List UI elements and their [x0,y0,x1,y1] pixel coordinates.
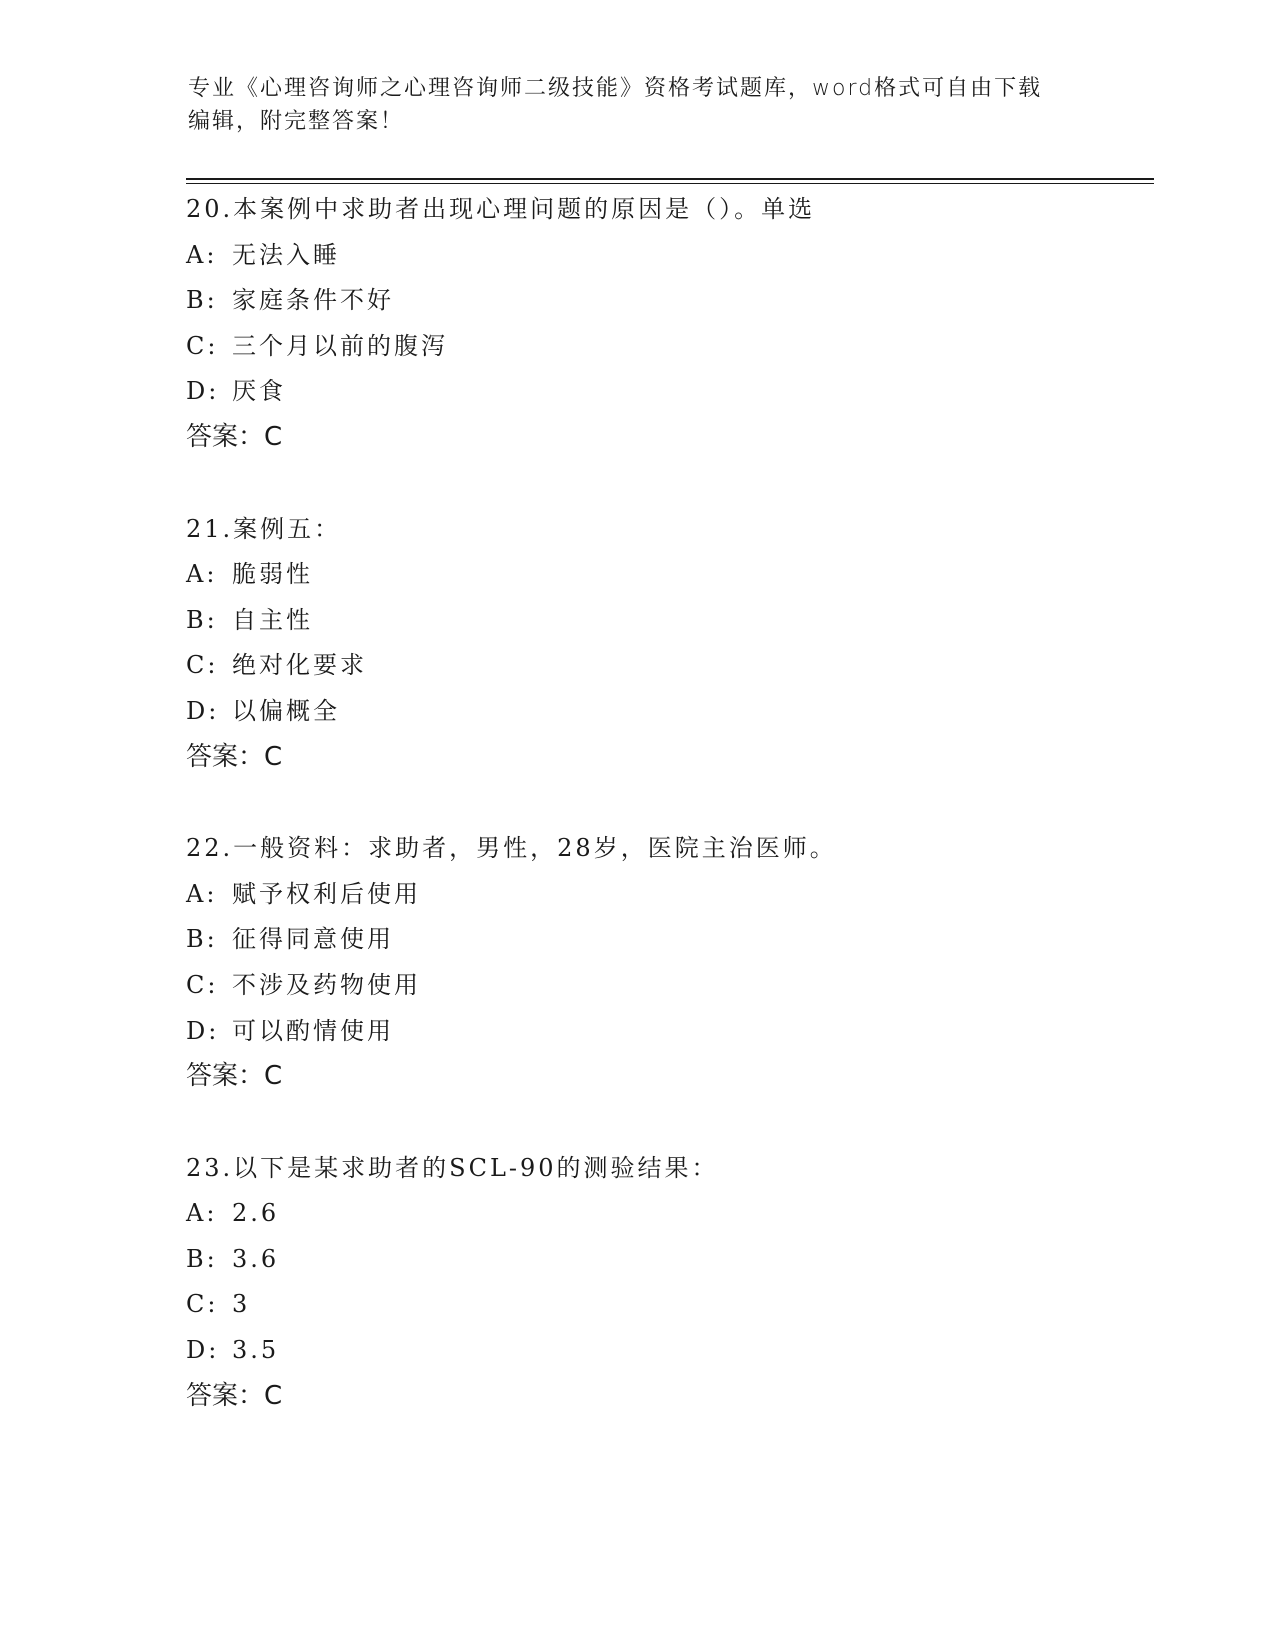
option-key: A: [186,240,218,269]
option-text: 3 [232,1290,251,1319]
option-key: D: [186,377,220,406]
answer-label: 答案：C [186,741,283,772]
option-c [186,1282,1146,1328]
header-line-2: 编辑，附完整答案！ [188,109,405,134]
option-key: A: [186,879,218,908]
option-key: D: [186,1336,220,1365]
question-stem: 21.案例五： [186,514,342,543]
option-a [186,1191,1146,1237]
option-a [186,872,1146,918]
option-key: C: [186,970,219,999]
option-b [186,917,1146,963]
option-key: C: [186,331,219,360]
option-text: 征得同意使用 [232,925,394,954]
option-text: 脆弱性 [232,560,313,589]
option-text: 不涉及药物使用 [232,970,421,999]
option-key: A: [186,1199,218,1228]
option-d [186,1009,1146,1055]
option-key: C: [186,651,219,680]
option-key: A: [186,560,218,589]
answer-label: 答案：C [186,1061,283,1092]
option-d [186,689,1146,735]
question-list [186,187,1146,1465]
option-text: 2.6 [232,1199,280,1228]
option-b [186,278,1146,324]
option-text: 厌食 [232,377,286,406]
option-b [186,598,1146,644]
option-key: B: [186,286,218,315]
question-item [186,187,1146,461]
option-text: 绝对化要求 [232,651,367,680]
option-text: 三个月以前的腹泻 [232,331,448,360]
option-key: D: [186,696,220,725]
option-text: 可以酌情使用 [232,1016,394,1045]
option-key: B: [186,605,218,634]
header-divider-thin [186,183,1154,184]
answer-label: 答案：C [186,421,283,452]
option-text: 无法入睡 [232,240,340,269]
option-text: 家庭条件不好 [232,286,394,315]
option-text: 赋予权利后使用 [232,879,421,908]
option-c [186,963,1146,1009]
option-text: 3.5 [232,1336,280,1365]
header-divider-thick [186,178,1154,180]
answer-label: 答案：C [186,1380,283,1411]
question-item [186,507,1146,781]
option-text: 自主性 [232,605,313,634]
option-key: B: [186,1244,218,1273]
question-item [186,826,1146,1100]
option-key: D: [186,1016,220,1045]
option-b [186,1237,1146,1283]
option-c [186,643,1146,689]
option-d [186,369,1146,415]
document-header [188,72,1088,138]
option-text: 3.6 [232,1244,280,1273]
option-a [186,552,1146,598]
option-key: C: [186,1290,219,1319]
header-line-1: 专业《心理咨询师之心理咨询师二级技能》资格考试题库，word格式可自由下载 [188,76,1043,101]
option-d [186,1328,1146,1374]
question-stem: 23.以下是某求助者的SCL-90的测验结果： [186,1153,719,1182]
question-item [186,1146,1146,1420]
option-text: 以偏概全 [232,696,340,725]
option-a [186,233,1146,279]
question-stem: 22.一般资料：求助者，男性，28岁，医院主治医师。 [186,834,837,863]
option-key: B: [186,925,218,954]
option-c [186,324,1146,370]
question-stem: 20.本案例中求助者出现心理问题的原因是（）。单选 [186,195,816,223]
